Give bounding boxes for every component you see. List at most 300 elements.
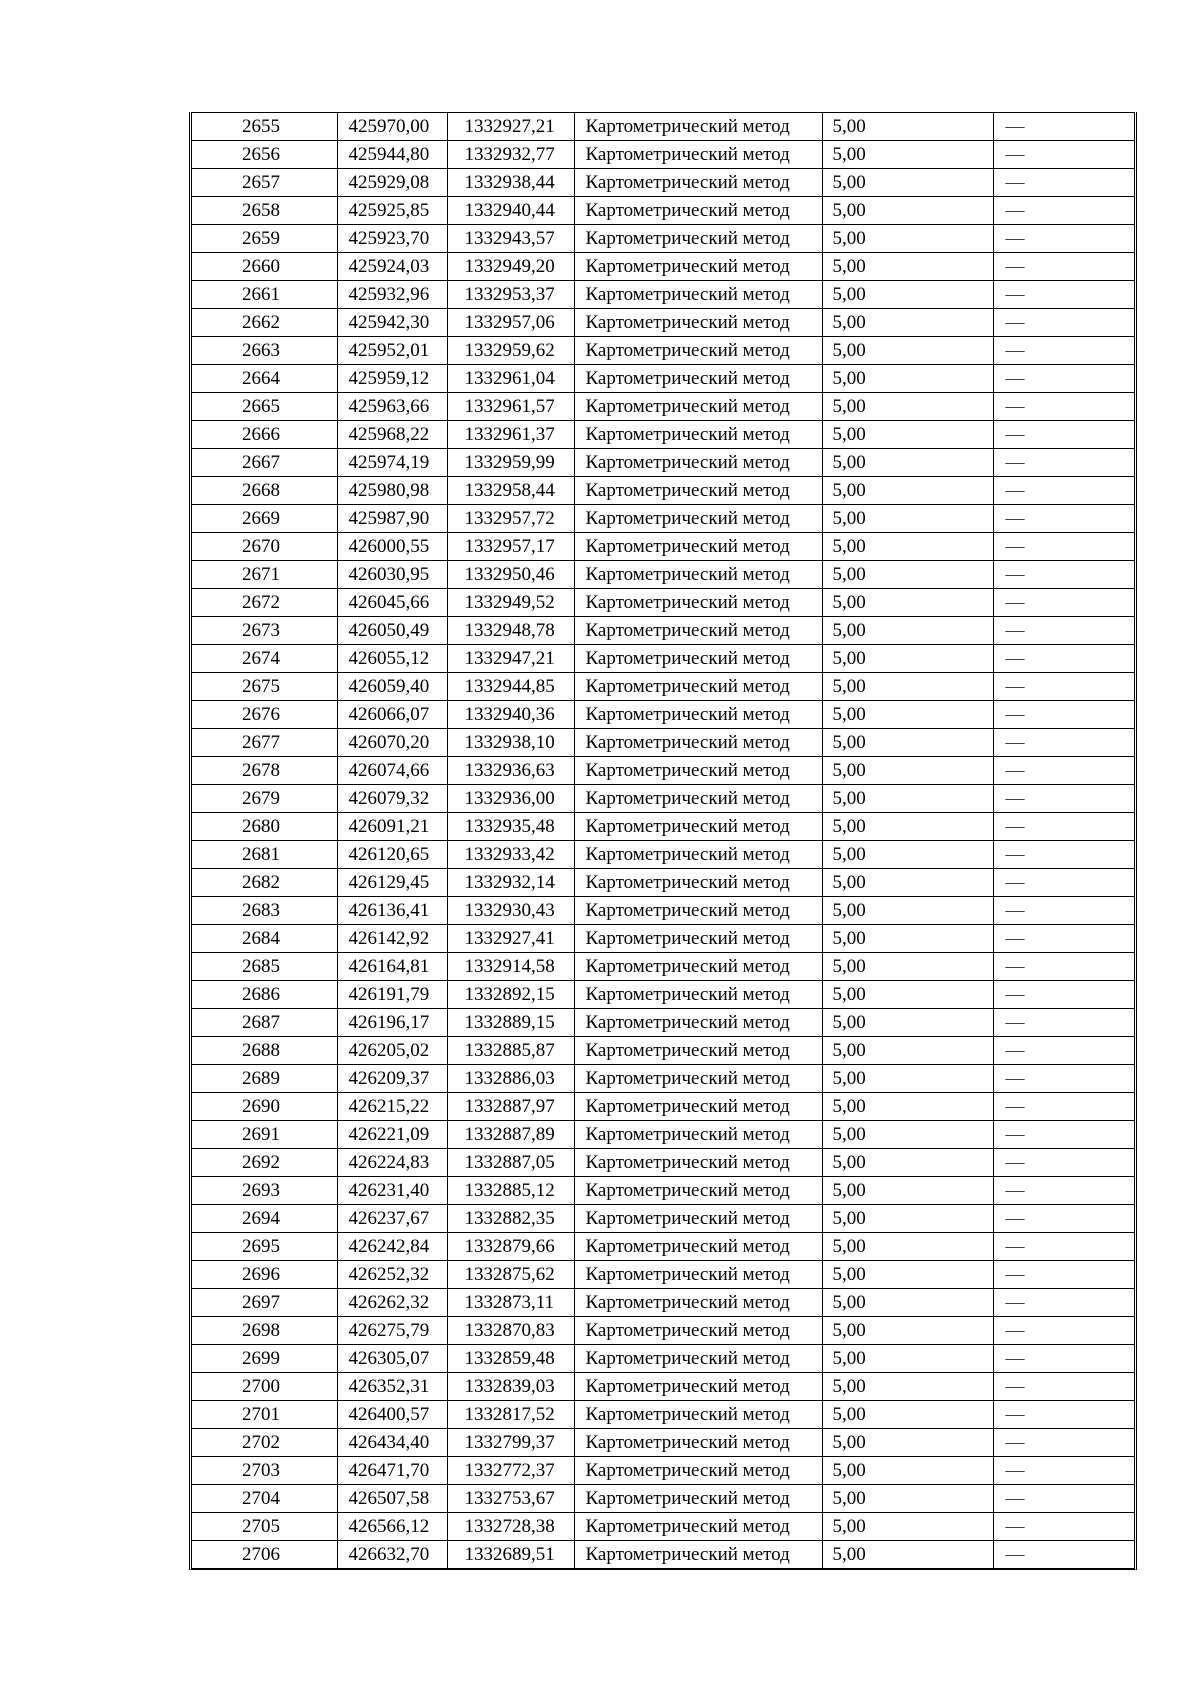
accuracy-cell: 5,00 [822, 1037, 993, 1065]
y-coordinate-cell: 1332887,97 [447, 1093, 574, 1121]
note-cell: — [993, 169, 1134, 197]
accuracy-cell: 5,00 [822, 1009, 993, 1037]
point-number-cell: 2660 [192, 253, 337, 281]
y-coordinate-cell: 1332927,41 [447, 925, 574, 953]
x-coordinate-cell: 426221,09 [337, 1121, 447, 1149]
method-cell: Картометрический метод [574, 1317, 822, 1345]
accuracy-cell: 5,00 [822, 813, 993, 841]
x-coordinate-cell: 425970,00 [337, 113, 447, 141]
accuracy-cell: 5,00 [822, 197, 993, 225]
point-number-cell: 2663 [192, 337, 337, 365]
method-cell: Картометрический метод [574, 533, 822, 561]
y-coordinate-cell: 1332959,62 [447, 337, 574, 365]
x-coordinate-cell: 426231,40 [337, 1177, 447, 1205]
table-row [192, 1121, 1134, 1149]
point-number-cell: 2670 [192, 533, 337, 561]
y-coordinate-cell: 1332961,37 [447, 421, 574, 449]
accuracy-cell: 5,00 [822, 505, 993, 533]
x-coordinate-cell: 426352,31 [337, 1373, 447, 1401]
x-coordinate-cell: 426136,41 [337, 897, 447, 925]
x-coordinate-cell: 426129,45 [337, 869, 447, 897]
point-number-cell: 2706 [192, 1541, 337, 1569]
point-number-cell: 2657 [192, 169, 337, 197]
accuracy-cell: 5,00 [822, 421, 993, 449]
method-cell: Картометрический метод [574, 617, 822, 645]
y-coordinate-cell: 1332957,06 [447, 309, 574, 337]
x-coordinate-cell: 426237,67 [337, 1205, 447, 1233]
x-coordinate-cell: 426507,58 [337, 1485, 447, 1513]
accuracy-cell: 5,00 [822, 1289, 993, 1317]
method-cell: Картометрический метод [574, 785, 822, 813]
accuracy-cell: 5,00 [822, 701, 993, 729]
accuracy-cell: 5,00 [822, 1457, 993, 1485]
accuracy-cell: 5,00 [822, 981, 993, 1009]
point-number-cell: 2703 [192, 1457, 337, 1485]
point-number-cell: 2704 [192, 1485, 337, 1513]
y-coordinate-cell: 1332947,21 [447, 645, 574, 673]
method-cell: Картометрический метод [574, 1261, 822, 1289]
table-row [192, 1513, 1134, 1541]
note-cell: — [993, 533, 1134, 561]
accuracy-cell: 5,00 [822, 1233, 993, 1261]
y-coordinate-cell: 1332948,78 [447, 617, 574, 645]
method-cell: Картометрический метод [574, 225, 822, 253]
method-cell: Картометрический метод [574, 841, 822, 869]
accuracy-cell: 5,00 [822, 1261, 993, 1289]
y-coordinate-cell: 1332889,15 [447, 1009, 574, 1037]
method-cell: Картометрический метод [574, 141, 822, 169]
point-number-cell: 2680 [192, 813, 337, 841]
x-coordinate-cell: 426262,32 [337, 1289, 447, 1317]
note-cell: — [993, 1289, 1134, 1317]
method-cell: Картометрический метод [574, 393, 822, 421]
method-cell: Картометрический метод [574, 1457, 822, 1485]
y-coordinate-cell: 1332938,10 [447, 729, 574, 757]
y-coordinate-cell: 1332870,83 [447, 1317, 574, 1345]
y-coordinate-cell: 1332887,89 [447, 1121, 574, 1149]
y-coordinate-cell: 1332959,99 [447, 449, 574, 477]
method-cell: Картометрический метод [574, 757, 822, 785]
note-cell: — [993, 869, 1134, 897]
point-number-cell: 2696 [192, 1261, 337, 1289]
x-coordinate-cell: 425959,12 [337, 365, 447, 393]
point-number-cell: 2662 [192, 309, 337, 337]
point-number-cell: 2686 [192, 981, 337, 1009]
table-row [192, 1261, 1134, 1289]
x-coordinate-cell: 425944,80 [337, 141, 447, 169]
note-cell: — [993, 841, 1134, 869]
y-coordinate-cell: 1332879,66 [447, 1233, 574, 1261]
method-cell: Картометрический метод [574, 1121, 822, 1149]
table-row [192, 169, 1134, 197]
method-cell: Картометрический метод [574, 729, 822, 757]
y-coordinate-cell: 1332914,58 [447, 953, 574, 981]
y-coordinate-cell: 1332887,05 [447, 1149, 574, 1177]
accuracy-cell: 5,00 [822, 1093, 993, 1121]
method-cell: Картометрический метод [574, 1345, 822, 1373]
x-coordinate-cell: 425952,01 [337, 337, 447, 365]
method-cell: Картометрический метод [574, 1065, 822, 1093]
table-row [192, 869, 1134, 897]
point-number-cell: 2677 [192, 729, 337, 757]
table-row [192, 1401, 1134, 1429]
x-coordinate-cell: 425974,19 [337, 449, 447, 477]
x-coordinate-cell: 426142,92 [337, 925, 447, 953]
note-cell: — [993, 1457, 1134, 1485]
note-cell: — [993, 617, 1134, 645]
method-cell: Картометрический метод [574, 197, 822, 225]
note-cell: — [993, 1065, 1134, 1093]
note-cell: — [993, 281, 1134, 309]
x-coordinate-cell: 426120,65 [337, 841, 447, 869]
table-row [192, 841, 1134, 869]
accuracy-cell: 5,00 [822, 1513, 993, 1541]
point-number-cell: 2691 [192, 1121, 337, 1149]
y-coordinate-cell: 1332936,00 [447, 785, 574, 813]
note-cell: — [993, 813, 1134, 841]
method-cell: Картометрический метод [574, 449, 822, 477]
point-number-cell: 2701 [192, 1401, 337, 1429]
x-coordinate-cell: 425925,85 [337, 197, 447, 225]
x-coordinate-cell: 426070,20 [337, 729, 447, 757]
y-coordinate-cell: 1332772,37 [447, 1457, 574, 1485]
y-coordinate-cell: 1332958,44 [447, 477, 574, 505]
method-cell: Картометрический метод [574, 1429, 822, 1457]
table-row [192, 533, 1134, 561]
note-cell: — [993, 337, 1134, 365]
y-coordinate-cell: 1332930,43 [447, 897, 574, 925]
table-row [192, 813, 1134, 841]
table-row [192, 1485, 1134, 1513]
accuracy-cell: 5,00 [822, 1373, 993, 1401]
y-coordinate-cell: 1332949,52 [447, 589, 574, 617]
note-cell: — [993, 1401, 1134, 1429]
note-cell: — [993, 673, 1134, 701]
x-coordinate-cell: 426305,07 [337, 1345, 447, 1373]
table-row [192, 617, 1134, 645]
table-row [192, 757, 1134, 785]
y-coordinate-cell: 1332961,04 [447, 365, 574, 393]
table-row [192, 1149, 1134, 1177]
accuracy-cell: 5,00 [822, 533, 993, 561]
table-row [192, 701, 1134, 729]
x-coordinate-cell: 425987,90 [337, 505, 447, 533]
y-coordinate-cell: 1332839,03 [447, 1373, 574, 1401]
x-coordinate-cell: 426215,22 [337, 1093, 447, 1121]
accuracy-cell: 5,00 [822, 393, 993, 421]
note-cell: — [993, 1233, 1134, 1261]
note-cell: — [993, 561, 1134, 589]
accuracy-cell: 5,00 [822, 1177, 993, 1205]
method-cell: Картометрический метод [574, 1009, 822, 1037]
method-cell: Картометрический метод [574, 897, 822, 925]
x-coordinate-cell: 426252,32 [337, 1261, 447, 1289]
table-row [192, 281, 1134, 309]
note-cell: — [993, 1121, 1134, 1149]
point-number-cell: 2695 [192, 1233, 337, 1261]
point-number-cell: 2673 [192, 617, 337, 645]
accuracy-cell: 5,00 [822, 757, 993, 785]
x-coordinate-cell: 425980,98 [337, 477, 447, 505]
method-cell: Картометрический метод [574, 253, 822, 281]
table-row [192, 1429, 1134, 1457]
x-coordinate-cell: 426164,81 [337, 953, 447, 981]
point-number-cell: 2675 [192, 673, 337, 701]
point-number-cell: 2664 [192, 365, 337, 393]
method-cell: Картометрический метод [574, 673, 822, 701]
table-row [192, 1205, 1134, 1233]
method-cell: Картометрический метод [574, 925, 822, 953]
coordinates-table-frame [189, 112, 1137, 1570]
table-row [192, 673, 1134, 701]
x-coordinate-cell: 426632,70 [337, 1541, 447, 1569]
note-cell: — [993, 645, 1134, 673]
table-row [192, 981, 1134, 1009]
x-coordinate-cell: 426209,37 [337, 1065, 447, 1093]
accuracy-cell: 5,00 [822, 1541, 993, 1569]
y-coordinate-cell: 1332940,36 [447, 701, 574, 729]
accuracy-cell: 5,00 [822, 1345, 993, 1373]
note-cell: — [993, 1513, 1134, 1541]
table-row [192, 645, 1134, 673]
point-number-cell: 2702 [192, 1429, 337, 1457]
point-number-cell: 2666 [192, 421, 337, 449]
x-coordinate-cell: 426000,55 [337, 533, 447, 561]
y-coordinate-cell: 1332933,42 [447, 841, 574, 869]
point-number-cell: 2665 [192, 393, 337, 421]
table-row [192, 337, 1134, 365]
note-cell: — [993, 449, 1134, 477]
accuracy-cell: 5,00 [822, 1121, 993, 1149]
point-number-cell: 2683 [192, 897, 337, 925]
y-coordinate-cell: 1332957,17 [447, 533, 574, 561]
x-coordinate-cell: 426066,07 [337, 701, 447, 729]
method-cell: Картометрический метод [574, 1205, 822, 1233]
table-row [192, 953, 1134, 981]
point-number-cell: 2684 [192, 925, 337, 953]
y-coordinate-cell: 1332957,72 [447, 505, 574, 533]
method-cell: Картометрический метод [574, 561, 822, 589]
y-coordinate-cell: 1332859,48 [447, 1345, 574, 1373]
table-row [192, 1177, 1134, 1205]
x-coordinate-cell: 426224,83 [337, 1149, 447, 1177]
y-coordinate-cell: 1332728,38 [447, 1513, 574, 1541]
y-coordinate-cell: 1332689,51 [447, 1541, 574, 1569]
point-number-cell: 2698 [192, 1317, 337, 1345]
x-coordinate-cell: 425932,96 [337, 281, 447, 309]
method-cell: Картометрический метод [574, 701, 822, 729]
note-cell: — [993, 113, 1134, 141]
accuracy-cell: 5,00 [822, 1205, 993, 1233]
method-cell: Картометрический метод [574, 505, 822, 533]
y-coordinate-cell: 1332950,46 [447, 561, 574, 589]
x-coordinate-cell: 426091,21 [337, 813, 447, 841]
x-coordinate-cell: 426242,84 [337, 1233, 447, 1261]
method-cell: Картометрический метод [574, 813, 822, 841]
x-coordinate-cell: 426275,79 [337, 1317, 447, 1345]
method-cell: Картометрический метод [574, 1373, 822, 1401]
table-row [192, 925, 1134, 953]
accuracy-cell: 5,00 [822, 953, 993, 981]
table-row [192, 1009, 1134, 1037]
y-coordinate-cell: 1332927,21 [447, 113, 574, 141]
note-cell: — [993, 1177, 1134, 1205]
x-coordinate-cell: 426205,02 [337, 1037, 447, 1065]
point-number-cell: 2674 [192, 645, 337, 673]
y-coordinate-cell: 1332885,12 [447, 1177, 574, 1205]
point-number-cell: 2699 [192, 1345, 337, 1373]
method-cell: Картометрический метод [574, 1289, 822, 1317]
note-cell: — [993, 365, 1134, 393]
accuracy-cell: 5,00 [822, 1149, 993, 1177]
x-coordinate-cell: 426079,32 [337, 785, 447, 813]
accuracy-cell: 5,00 [822, 1065, 993, 1093]
method-cell: Картометрический метод [574, 981, 822, 1009]
table-row [192, 197, 1134, 225]
method-cell: Картометрический метод [574, 1513, 822, 1541]
accuracy-cell: 5,00 [822, 225, 993, 253]
x-coordinate-cell: 425924,03 [337, 253, 447, 281]
note-cell: — [993, 505, 1134, 533]
point-number-cell: 2659 [192, 225, 337, 253]
y-coordinate-cell: 1332940,44 [447, 197, 574, 225]
table-row [192, 561, 1134, 589]
table-row [192, 1233, 1134, 1261]
accuracy-cell: 5,00 [822, 477, 993, 505]
y-coordinate-cell: 1332944,85 [447, 673, 574, 701]
point-number-cell: 2678 [192, 757, 337, 785]
table-row [192, 449, 1134, 477]
note-cell: — [993, 1149, 1134, 1177]
x-coordinate-cell: 426030,95 [337, 561, 447, 589]
note-cell: — [993, 785, 1134, 813]
table-row [192, 589, 1134, 617]
accuracy-cell: 5,00 [822, 1401, 993, 1429]
x-coordinate-cell: 426566,12 [337, 1513, 447, 1541]
note-cell: — [993, 1009, 1134, 1037]
method-cell: Картометрический метод [574, 1233, 822, 1261]
y-coordinate-cell: 1332932,77 [447, 141, 574, 169]
note-cell: — [993, 729, 1134, 757]
x-coordinate-cell: 426074,66 [337, 757, 447, 785]
table-row [192, 1093, 1134, 1121]
table-row [192, 897, 1134, 925]
point-number-cell: 2687 [192, 1009, 337, 1037]
y-coordinate-cell: 1332892,15 [447, 981, 574, 1009]
accuracy-cell: 5,00 [822, 561, 993, 589]
accuracy-cell: 5,00 [822, 1429, 993, 1457]
point-number-cell: 2656 [192, 141, 337, 169]
table-row [192, 309, 1134, 337]
table-row [192, 1373, 1134, 1401]
accuracy-cell: 5,00 [822, 869, 993, 897]
method-cell: Картометрический метод [574, 1093, 822, 1121]
table-row [192, 505, 1134, 533]
y-coordinate-cell: 1332886,03 [447, 1065, 574, 1093]
accuracy-cell: 5,00 [822, 253, 993, 281]
accuracy-cell: 5,00 [822, 1485, 993, 1513]
note-cell: — [993, 393, 1134, 421]
note-cell: — [993, 589, 1134, 617]
table-row [192, 365, 1134, 393]
accuracy-cell: 5,00 [822, 141, 993, 169]
coordinates-table [192, 112, 1134, 1569]
table-row [192, 393, 1134, 421]
accuracy-cell: 5,00 [822, 169, 993, 197]
accuracy-cell: 5,00 [822, 897, 993, 925]
point-number-cell: 2669 [192, 505, 337, 533]
y-coordinate-cell: 1332817,52 [447, 1401, 574, 1429]
table-row [192, 113, 1134, 141]
accuracy-cell: 5,00 [822, 365, 993, 393]
y-coordinate-cell: 1332885,87 [447, 1037, 574, 1065]
note-cell: — [993, 981, 1134, 1009]
x-coordinate-cell: 425929,08 [337, 169, 447, 197]
point-number-cell: 2685 [192, 953, 337, 981]
method-cell: Картометрический метод [574, 169, 822, 197]
x-coordinate-cell: 425942,30 [337, 309, 447, 337]
point-number-cell: 2682 [192, 869, 337, 897]
note-cell: — [993, 141, 1134, 169]
note-cell: — [993, 197, 1134, 225]
accuracy-cell: 5,00 [822, 785, 993, 813]
note-cell: — [993, 1261, 1134, 1289]
note-cell: — [993, 253, 1134, 281]
x-coordinate-cell: 426471,70 [337, 1457, 447, 1485]
table-row [192, 421, 1134, 449]
table-row [192, 785, 1134, 813]
point-number-cell: 2679 [192, 785, 337, 813]
method-cell: Картометрический метод [574, 477, 822, 505]
y-coordinate-cell: 1332882,35 [447, 1205, 574, 1233]
x-coordinate-cell: 426191,79 [337, 981, 447, 1009]
accuracy-cell: 5,00 [822, 841, 993, 869]
y-coordinate-cell: 1332938,44 [447, 169, 574, 197]
accuracy-cell: 5,00 [822, 925, 993, 953]
table-row [192, 1037, 1134, 1065]
point-number-cell: 2667 [192, 449, 337, 477]
point-number-cell: 2692 [192, 1149, 337, 1177]
table-row [192, 1317, 1134, 1345]
accuracy-cell: 5,00 [822, 281, 993, 309]
y-coordinate-cell: 1332936,63 [447, 757, 574, 785]
note-cell: — [993, 953, 1134, 981]
method-cell: Картометрический метод [574, 1037, 822, 1065]
x-coordinate-cell: 426400,57 [337, 1401, 447, 1429]
note-cell: — [993, 309, 1134, 337]
x-coordinate-cell: 425923,70 [337, 225, 447, 253]
note-cell: — [993, 1373, 1134, 1401]
y-coordinate-cell: 1332799,37 [447, 1429, 574, 1457]
note-cell: — [993, 1541, 1134, 1569]
accuracy-cell: 5,00 [822, 645, 993, 673]
accuracy-cell: 5,00 [822, 113, 993, 141]
method-cell: Картометрический метод [574, 869, 822, 897]
accuracy-cell: 5,00 [822, 617, 993, 645]
point-number-cell: 2671 [192, 561, 337, 589]
accuracy-cell: 5,00 [822, 589, 993, 617]
x-coordinate-cell: 426050,49 [337, 617, 447, 645]
method-cell: Картометрический метод [574, 281, 822, 309]
point-number-cell: 2688 [192, 1037, 337, 1065]
table-row [192, 1289, 1134, 1317]
table-row [192, 1541, 1134, 1569]
point-number-cell: 2697 [192, 1289, 337, 1317]
note-cell: — [993, 757, 1134, 785]
table-row [192, 1345, 1134, 1373]
method-cell: Картометрический метод [574, 113, 822, 141]
y-coordinate-cell: 1332943,57 [447, 225, 574, 253]
